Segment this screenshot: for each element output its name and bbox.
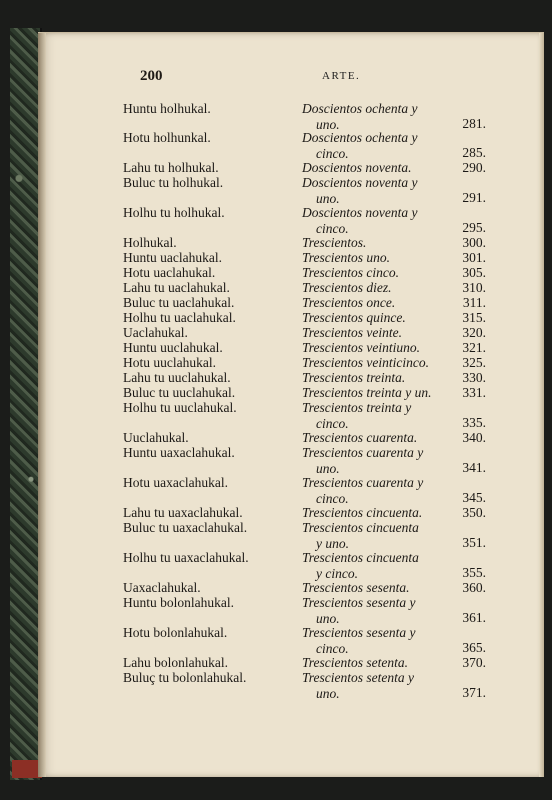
arabic-number: 310. — [462, 280, 486, 295]
spanish-translation — [302, 580, 444, 596]
spanish-translation — [302, 550, 444, 582]
arabic-number: 300. — [462, 235, 486, 250]
spanish-translation — [302, 280, 444, 296]
spanish-translation — [302, 130, 444, 162]
arabic-number: 371. — [462, 685, 486, 700]
spanish-translation — [302, 670, 444, 702]
mayan-numeral: Holhu tu uuclahukal. — [123, 400, 237, 415]
spanish-line-1: Trescientos treinta y un. — [302, 385, 432, 400]
spanish-line-1: Trescientos cincuenta — [302, 520, 419, 535]
mayan-numeral: Hotu uaxaclahukal. — [123, 475, 228, 490]
mayan-numeral: Buluc tu uaxaclahukal. — [123, 520, 248, 535]
spanish-line-2: cinco. — [316, 416, 349, 431]
spanish-translation — [302, 430, 444, 446]
spanish-line-1: Trescientos sesenta. — [302, 580, 410, 595]
spanish-line-1: Doscientos noventa. — [302, 160, 412, 175]
arabic-number: 365. — [462, 640, 486, 655]
arabic-number: 311. — [462, 295, 486, 310]
running-head: ARTE. — [322, 70, 361, 82]
spanish-translation — [302, 325, 444, 341]
spanish-line-2: uno. — [316, 686, 340, 701]
arabic-number: 335. — [462, 415, 486, 430]
arabic-number: 355. — [462, 565, 486, 580]
spanish-translation — [302, 475, 444, 507]
spanish-line-2: cinco. — [316, 221, 349, 236]
mayan-numeral: Hotu holhunkal. — [123, 130, 211, 145]
arabic-number: 370. — [462, 655, 486, 670]
spanish-translation — [302, 400, 444, 432]
spanish-line-2: cinco. — [316, 491, 349, 506]
mayan-numeral: Lahu tu uaxaclahukal. — [123, 505, 243, 520]
page-number: 200 — [140, 68, 163, 84]
spanish-line-1: Doscientos noventa y — [302, 205, 418, 220]
mayan-numeral: Buluc tu uaclahukal. — [123, 295, 235, 310]
spanish-translation — [302, 101, 444, 133]
spanish-line-2: y uno. — [316, 536, 349, 551]
spanish-line-2: cinco. — [316, 146, 349, 161]
spanish-translation — [302, 595, 444, 627]
spanish-line-1: Trescientos cuarenta y — [302, 445, 424, 460]
spanish-line-1: Doscientos noventa y — [302, 175, 418, 190]
spanish-line-1: Trescientos setenta y — [302, 670, 414, 685]
mayan-numeral: Hotu uuclahukal. — [123, 355, 216, 370]
spanish-line-1: Trescientos cincuenta — [302, 550, 419, 565]
mayan-numeral: Hotu bolonlahukal. — [123, 625, 228, 640]
page-edge — [539, 33, 544, 777]
mayan-numeral: Lahu tu uaclahukal. — [123, 280, 230, 295]
spanish-line-1: Trescientos cuarenta. — [302, 430, 418, 445]
spanish-line-2: uno. — [316, 191, 340, 206]
spanish-translation — [302, 265, 444, 281]
arabic-number: 290. — [462, 160, 486, 175]
arabic-number: 315. — [462, 310, 486, 325]
spanish-translation — [302, 520, 444, 552]
spanish-line-1: Trescientos quince. — [302, 310, 406, 325]
spanish-line-1: Trescientos sesenta y — [302, 595, 416, 610]
arabic-number: 291. — [462, 190, 486, 205]
spanish-line-2: uno. — [316, 611, 340, 626]
spanish-translation — [302, 505, 444, 521]
arabic-number: 341. — [462, 460, 486, 475]
spanish-line-1: Trescientos. — [302, 235, 367, 250]
spanish-line-1: Trescientos cuarenta y — [302, 475, 424, 490]
spanish-line-1: Trescientos cinco. — [302, 265, 399, 280]
mayan-numeral: Lahu tu holhukal. — [123, 160, 219, 175]
spanish-line-2: uno. — [316, 117, 340, 132]
mayan-numeral: Lahu bolonlahukal. — [123, 655, 228, 670]
mayan-numeral: Holhukal. — [123, 235, 177, 250]
arabic-number: 301. — [462, 250, 486, 265]
arabic-number: 305. — [462, 265, 486, 280]
spanish-line-2: y cinco. — [316, 566, 358, 581]
spanish-line-1: Trescientos diez. — [302, 280, 392, 295]
arabic-number: 325. — [462, 355, 486, 370]
arabic-number: 320. — [462, 325, 486, 340]
arabic-number: 340. — [462, 430, 486, 445]
mayan-numeral: Huntu uuclahukal. — [123, 340, 223, 355]
spanish-translation — [302, 655, 444, 671]
arabic-number: 321. — [462, 340, 486, 355]
mayan-numeral: Huntu uaclahukal. — [123, 250, 222, 265]
mayan-numeral: Uaclahukal. — [123, 325, 188, 340]
spanish-translation — [302, 295, 444, 311]
mayan-numeral: Holhu tu uaxaclahukal. — [123, 550, 249, 565]
arabic-number: 330. — [462, 370, 486, 385]
spanish-line-1: Trescientos uno. — [302, 250, 391, 265]
mayan-numeral: Buluc tu holhukal. — [123, 175, 224, 190]
spanish-line-2: cinco. — [316, 641, 349, 656]
spanish-line-2: uno. — [316, 461, 340, 476]
arabic-number: 360. — [462, 580, 486, 595]
spanish-translation — [302, 445, 444, 477]
arabic-number: 351. — [462, 535, 486, 550]
page-gutter — [38, 33, 46, 777]
spanish-line-1: Trescientos once. — [302, 295, 396, 310]
mayan-numeral: Hotu uaclahukal. — [123, 265, 216, 280]
spanish-line-1: Trescientos veinticinco. — [302, 355, 429, 370]
spanish-translation — [302, 340, 444, 356]
mayan-numeral: Huntu uaxaclahukal. — [123, 445, 235, 460]
arabic-number: 361. — [462, 610, 486, 625]
spanish-translation — [302, 205, 444, 237]
spanish-line-1: Doscientos ochenta y — [302, 101, 418, 116]
mayan-numeral: Lahu tu uuclahukal. — [123, 370, 231, 385]
spanish-line-1: Trescientos veinte. — [302, 325, 402, 340]
spanish-line-1: Trescientos setenta. — [302, 655, 408, 670]
arabic-number: 350. — [462, 505, 486, 520]
spanish-translation — [302, 175, 444, 207]
spanish-line-1: Doscientos ochenta y — [302, 130, 418, 145]
spanish-translation — [302, 385, 444, 401]
spanish-line-1: Trescientos treinta. — [302, 370, 406, 385]
spanish-line-1: Trescientos treinta y — [302, 400, 412, 415]
spanish-translation — [302, 370, 444, 386]
mayan-numeral: Huntu bolonlahukal. — [123, 595, 234, 610]
mayan-numeral: Huntu holhukal. — [123, 101, 211, 116]
mayan-numeral: Uaxaclahukal. — [123, 580, 201, 595]
spanish-translation — [302, 355, 444, 371]
spanish-line-1: Trescientos veintiuno. — [302, 340, 420, 355]
arabic-number: 295. — [462, 220, 486, 235]
arabic-number: 331. — [462, 385, 486, 400]
mayan-numeral: Holhu tu uaclahukal. — [123, 310, 236, 325]
spanish-translation — [302, 160, 444, 176]
book-page — [38, 32, 544, 777]
mayan-numeral: Holhu tu holhukal. — [123, 205, 225, 220]
arabic-number: 345. — [462, 490, 486, 505]
spanish-translation — [302, 310, 444, 326]
spanish-translation — [302, 250, 444, 266]
spanish-line-1: Trescientos cincuenta. — [302, 505, 423, 520]
mayan-numeral: Buluç tu bolonlahukal. — [123, 670, 247, 685]
spanish-line-1: Trescientos sesenta y — [302, 625, 416, 640]
arabic-number: 285. — [462, 145, 486, 160]
spanish-translation — [302, 235, 444, 251]
spanish-translation — [302, 625, 444, 657]
mayan-numeral: Buluc tu uuclahukal. — [123, 385, 236, 400]
arabic-number: 281. — [462, 116, 486, 131]
mayan-numeral: Uuclahukal. — [123, 430, 189, 445]
